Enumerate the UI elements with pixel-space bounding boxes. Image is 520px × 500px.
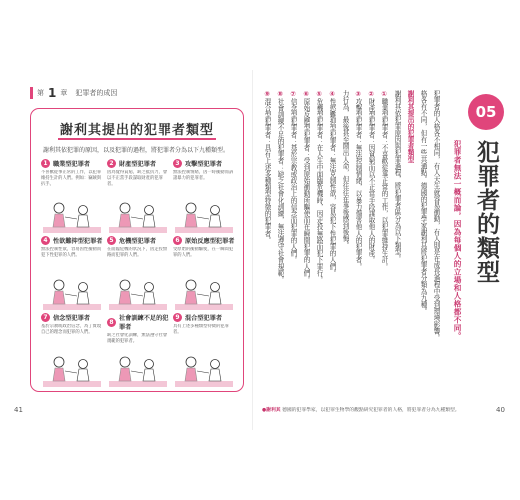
body-highlight: ⑦	[289, 90, 297, 98]
body-column	[379, 90, 388, 402]
footnote-label: ●謝利其	[262, 408, 281, 413]
type-illustration	[109, 276, 167, 310]
footnote-text: 德國的犯罪學家，以犯罪生物學的觀點研究犯罪者的人格，將犯罪者分為九種類型。	[282, 408, 460, 413]
type-number: 2	[107, 159, 116, 168]
body-highlight: ④	[328, 90, 336, 98]
type-heading	[107, 313, 169, 331]
type-card	[173, 236, 235, 310]
type-name: 危機型犯罪者	[119, 238, 157, 245]
type-name: 攻擊型犯罪者	[185, 161, 223, 168]
chapter-label: 第	[37, 89, 44, 97]
box-note: 謝利其依犯罪的原因，以及犯罪的過程，將犯罪者分為以下九種類型。	[43, 147, 230, 154]
body-column	[301, 90, 310, 402]
type-number: 1	[41, 159, 50, 168]
type-illustration	[43, 276, 101, 310]
type-card	[41, 236, 103, 310]
type-heading	[173, 159, 235, 168]
body-column	[353, 90, 362, 402]
type-card	[41, 313, 103, 387]
chapter-suffix: 章	[60, 89, 68, 97]
body-column	[431, 90, 440, 402]
type-description: 受原始的衝動驅使，在一瞬間犯罪的人們。	[173, 247, 234, 258]
type-heading	[173, 313, 235, 322]
type-heading	[41, 236, 103, 245]
type-card	[107, 313, 169, 387]
body-text-span: 信念型犯罪者：基於宗教或政治上的信念而犯罪的人們。	[289, 98, 297, 263]
body-column	[366, 90, 375, 402]
body-highlight: ③	[354, 90, 362, 98]
type-illustration	[43, 199, 101, 233]
page-number-left: 41	[14, 406, 23, 414]
type-number: 6	[173, 236, 182, 245]
body-column	[275, 90, 284, 402]
type-number: 4	[41, 236, 50, 245]
body-column	[327, 90, 336, 402]
type-name: 財產型犯罪者	[119, 161, 157, 168]
body-highlight: ⑧	[276, 90, 284, 98]
type-heading	[107, 159, 169, 168]
chapter-accent-bar	[30, 87, 33, 99]
body-text-span: 犯罪者的人格各不相同，有人天生就容易衝動，有人則是在成長過程中受到環境影響。	[432, 90, 440, 341]
body-column	[392, 90, 401, 402]
types-grid	[41, 159, 235, 387]
body-text-span: 原始反應型犯罪者：受到原始衝動所驅使而在瞬間犯罪的人們。	[302, 98, 310, 283]
type-name: 信念型犯罪者	[53, 315, 91, 322]
body-text-span: 社會訓練不足的犯罪者：缺乏社會化訓練，無法遵守社會規範。	[276, 98, 284, 283]
type-card	[107, 159, 169, 233]
type-illustration	[109, 353, 167, 387]
type-card	[173, 159, 235, 233]
type-heading	[41, 159, 103, 168]
body-highlight: ⑥	[302, 90, 310, 98]
body-column	[418, 90, 427, 402]
body-text-span: 謝利其依犯罪原因與犯罪過程，將犯罪者區分為以下類型。	[393, 90, 401, 262]
section-title: 犯罪者的類型	[473, 140, 499, 284]
body-text	[258, 90, 440, 402]
body-highlight: ⑤	[315, 90, 323, 98]
type-illustration	[43, 353, 101, 387]
type-number: 7	[41, 313, 50, 322]
type-heading	[173, 236, 235, 245]
chapter-number: 1	[48, 86, 57, 100]
body-text-span: 財產型犯罪者：因貧窮而以不正當手段謀取他人的財產。	[367, 98, 375, 263]
body-column	[288, 90, 297, 402]
type-illustration	[175, 353, 233, 387]
body-text-span: 格各有不同，但有一些共通點。德國的犯罪學家謝利其將犯罪者分類為九種。	[419, 90, 427, 315]
type-illustration	[109, 199, 167, 233]
type-number: 9	[173, 313, 182, 322]
type-card	[107, 236, 169, 310]
body-text-span: 職業型犯罪者：不喜歡從事正常的工作，以犯罪維持生計。	[380, 98, 388, 270]
type-illustration	[175, 276, 233, 310]
type-heading	[41, 313, 103, 322]
type-name: 性欲難抑型犯罪者	[53, 238, 103, 245]
type-description: 具有上述多種類型特徵的犯罪者。	[173, 324, 229, 335]
chapter-title: 犯罪者的成因	[75, 89, 118, 97]
body-text-span: 性慾難抑型犯罪者：無法克制性欲，容易犯下性犯罪的人們。	[328, 98, 336, 277]
type-heading	[107, 236, 169, 245]
type-description: 基於宗教或政治信念，為了實現自己的理念而犯罪的人們。	[41, 324, 102, 335]
type-description: 無法控制性欲，容易因性衝動而犯下性犯罪的人們。	[41, 247, 102, 258]
type-description: 缺乏社會化訓練，無法遵守社會規範的犯罪者。	[107, 333, 168, 344]
type-description: 因為覺得貧窮，缺乏抵抗力，會以不正當手段謀取財產的犯罪者。	[107, 170, 168, 187]
body-highlight: 謝利其提出的犯罪者類型	[406, 90, 414, 163]
types-box	[30, 108, 244, 392]
type-card	[41, 159, 103, 233]
section-number-badge: 05	[468, 94, 504, 130]
type-name: 社會訓練不足的犯罪者	[119, 315, 169, 331]
type-number: 3	[173, 159, 182, 168]
footnote	[262, 408, 502, 415]
type-illustration	[175, 199, 233, 233]
body-highlight: ①	[380, 90, 388, 98]
type-number: 5	[107, 236, 116, 245]
type-name: 混合型犯罪者	[185, 315, 223, 322]
page-fold	[252, 70, 253, 430]
page-number-right: 40	[496, 406, 505, 414]
body-column	[405, 90, 414, 402]
type-number: 8	[107, 318, 116, 327]
body-text-span: 混合型犯罪者：具有上述多種類型特徵的犯罪者。	[263, 98, 271, 244]
type-card	[173, 313, 235, 387]
type-description: 不喜歡從事正常的工作，以犯罪維持生計的人們。例如：竊賊與扒手。	[41, 170, 102, 187]
chapter-header	[30, 86, 117, 100]
section-subtitle: 犯罪者無法一概而論，因為每個人的立場和人格都不同。	[453, 140, 462, 340]
body-text-span: 危機型犯罪者：在人生中面臨危機時，因走投無路而犯下罪行。	[315, 98, 323, 283]
body-highlight: ②	[367, 90, 375, 98]
body-column	[340, 90, 349, 402]
body-text-span: 攻擊型犯罪者：無法控制情緒，以暴力傷害他人的犯罪者。	[354, 98, 362, 270]
body-column	[262, 90, 271, 402]
body-text-span: 力行為，最後甚至鬧出人命，但往往在事後感到後悔。	[341, 90, 349, 249]
body-column	[314, 90, 323, 402]
type-description: 在面臨危機的狀況下，因走投無路而犯罪的人們。	[107, 247, 168, 258]
box-title: 謝利其提出的犯罪者類型	[59, 123, 214, 138]
type-description: 無法控制情緒，因一時衝動而訴諸暴力的犯罪者。	[173, 170, 234, 181]
body-highlight: ⑨	[263, 90, 271, 98]
type-name: 職業型犯罪者	[53, 161, 91, 168]
type-name: 原始反應型犯罪者	[185, 238, 235, 245]
